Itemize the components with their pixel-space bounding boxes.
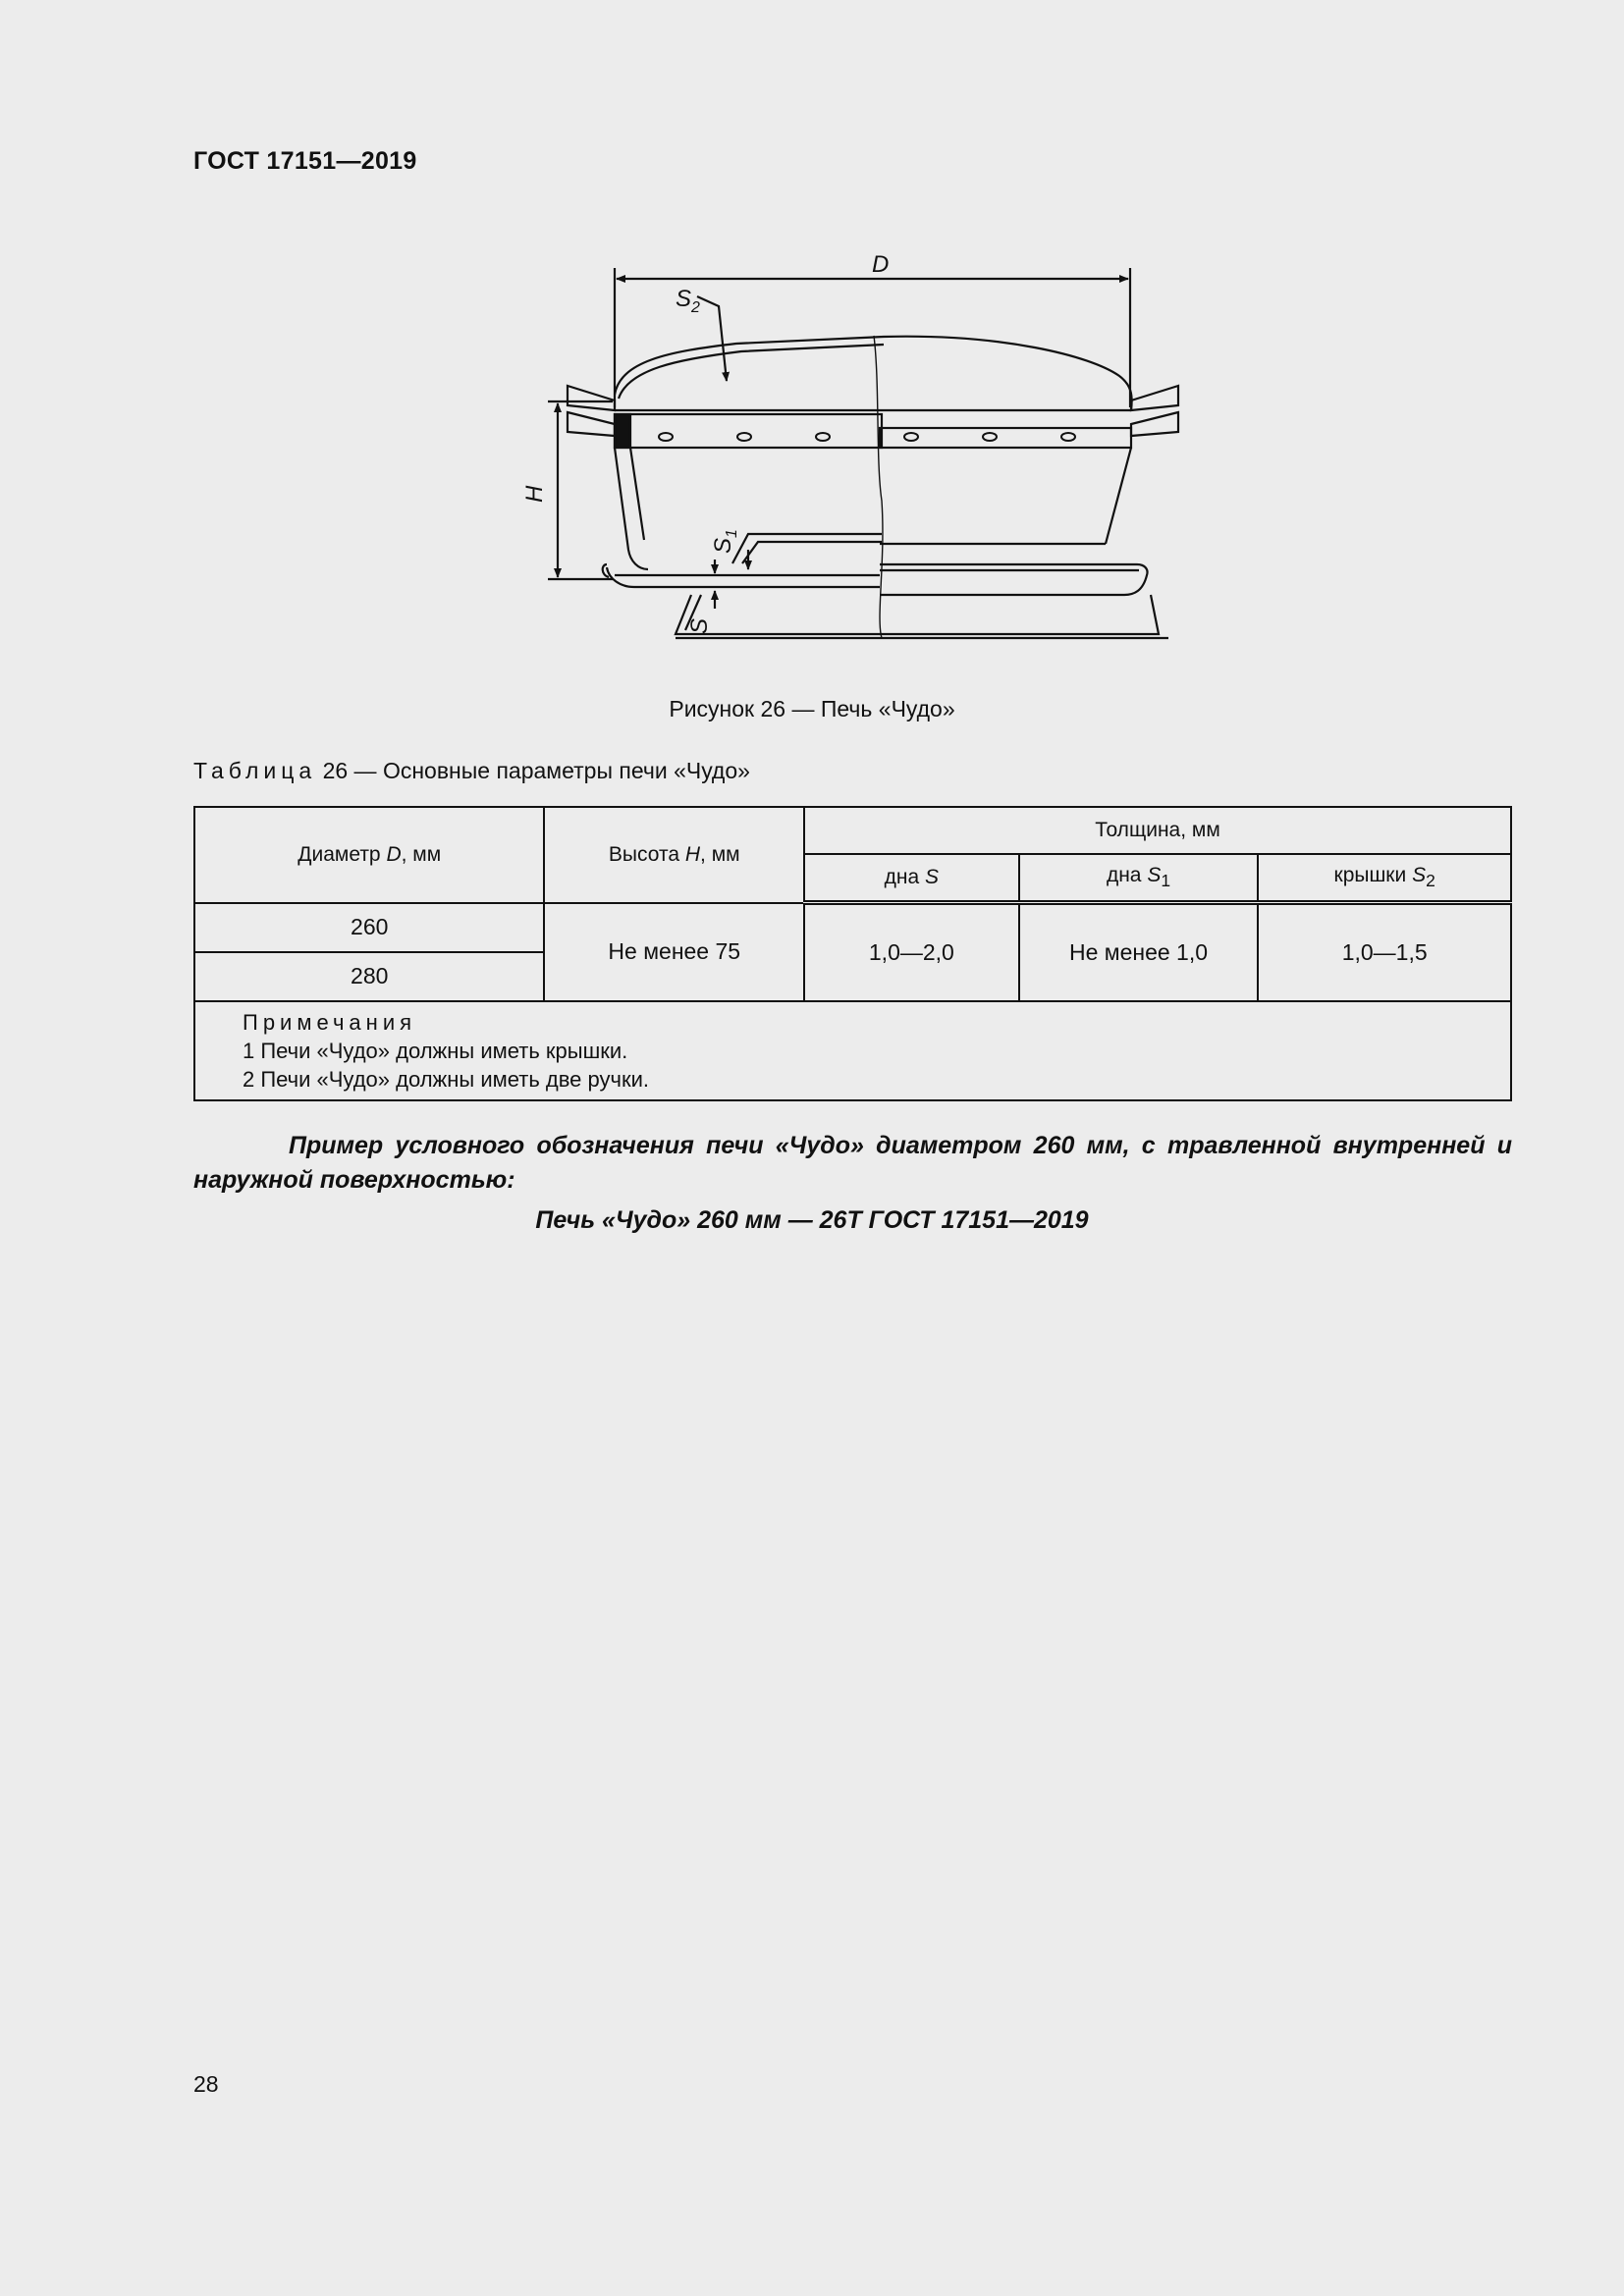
tray-right [880,564,1148,595]
figure-caption: Рисунок 26 — Печь «Чудо» [669,696,955,721]
header-bottom-s: дна S [804,854,1019,903]
stand-right [884,595,1159,634]
header-diameter: Диаметр D, мм [194,807,544,903]
body-outer [615,448,648,569]
handle-left-lower [568,412,615,436]
vent-hole [983,433,997,441]
header-thickness: Толщина, мм [804,807,1511,854]
cell-s1: Не менее 1,0 [1019,903,1259,1001]
lid-inner [619,345,884,399]
body-right [1106,448,1131,544]
body-inner [630,448,644,540]
parameters-table [193,806,1512,1101]
vent-hole [816,433,830,441]
vent-hole [737,433,751,441]
band-black-mark [615,414,630,448]
cell-s: 1,0—2,0 [804,903,1019,1001]
page-number: 28 [193,2071,219,2097]
table-title-word: Таблица [193,758,317,783]
band-left [615,414,882,448]
lid-outline [615,337,1132,410]
figure-oven-chudo [491,245,1237,677]
vent-hole [904,433,918,441]
handle-left-upper [568,386,615,410]
cell-diameter-280: 280 [194,952,544,1001]
table-title-rest: 26 — Основные параметры печи «Чудо» [316,758,750,783]
cell-s2: 1,0—1,5 [1258,903,1511,1001]
s2-leader [697,296,727,381]
handle-right-upper [1131,386,1178,410]
vent-hole [1061,433,1075,441]
table-notes [194,1001,1511,1100]
note-item-2: 2 Печи «Чудо» должны иметь две ручки. [243,1066,650,1092]
cell-diameter-260: 260 [194,903,544,952]
vent-hole [659,433,673,441]
label-s1: $S_1$ [710,529,740,554]
header-bottom-s1: дна $S_1$ [1019,854,1259,903]
label-s: S [686,617,713,634]
designation-example-text: Пример условного обозначения печи «Чудо» диаметром 260 мм, с травленной внутренней и наружной поверхностью: [193,1132,1512,1194]
handle-right-lower [1131,412,1178,436]
header-height: Высота H, мм [544,807,804,903]
vent-holes [659,433,1075,441]
label-d: D [872,251,890,278]
header-lid-s2: крышки $S_2$ [1258,854,1511,903]
designation-example: Печь «Чудо» 260 мм — 26Т ГОСТ 17151—2019 [535,1206,1089,1234]
label-h: H [521,485,548,503]
document-header: ГОСТ 17151—2019 [193,147,417,175]
cell-height: Не менее 75 [544,903,804,1001]
inner-step [732,534,882,563]
inner-step-2 [742,542,882,563]
oven-drawing [491,245,1237,677]
notes-heading: Примечания [243,1009,417,1035]
label-s2: $S_2$ [676,286,700,316]
note-item-1: 1 Печи «Чудо» должны иметь крышки. [243,1038,628,1063]
break-line [874,336,883,638]
table-title [193,758,750,784]
